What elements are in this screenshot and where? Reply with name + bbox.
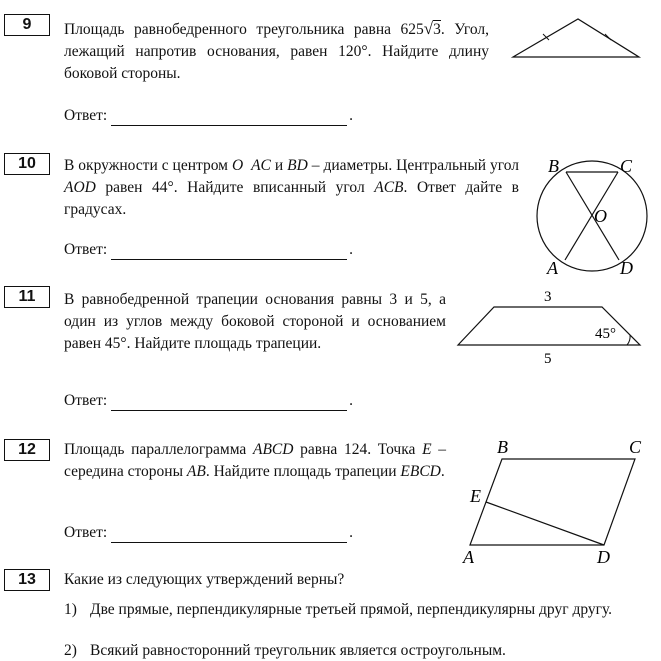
- task-11-answer[interactable]: Ответ: .: [64, 392, 354, 409]
- label-O: O: [594, 206, 607, 226]
- task-12-answer[interactable]: Ответ: .: [64, 524, 354, 541]
- task-13-option-1[interactable]: [64, 600, 646, 620]
- task-10-number: 10: [4, 153, 50, 175]
- label-E: E: [470, 486, 481, 506]
- task-13-option-2[interactable]: [64, 641, 646, 661]
- label-A: A: [463, 547, 474, 567]
- task-10-text: В окружности с центром O AC и BD – диаметры. Центральный угол AOD равен 44°. Найдите вписанный угол ACB. Ответ дайте в градусах.: [64, 157, 520, 218]
- task-9-text: Площадь равнобедренного треугольника равна 625√3. Угол, лежащий напротив основания, равен 120°. Найдите длину боковой стороны.: [64, 19, 489, 82]
- answer-line: [111, 394, 347, 411]
- answer-line: [111, 243, 347, 260]
- task-12-text: Площадь параллелограмма ABCD равна 124. Точка E – середина стороны AB. Найдите площадь трапеции EBCD.: [64, 441, 447, 480]
- task-11-number: 11: [4, 286, 50, 308]
- task-9-answer[interactable]: Ответ: .: [64, 107, 354, 124]
- label-top-base: 3: [544, 289, 552, 305]
- task-12-figure-parallelogram: [455, 435, 650, 570]
- option-text: Всякий равносторонний треугольник является остроугольным.: [90, 642, 506, 659]
- task-11-figure-trapezoid: [452, 285, 647, 367]
- task-9-number: 9: [4, 14, 50, 36]
- task-10-answer[interactable]: Ответ: .: [64, 241, 354, 258]
- label-D: D: [620, 258, 633, 278]
- answer-line: [111, 109, 347, 126]
- label-A: A: [547, 258, 558, 278]
- option-number: 1): [64, 601, 77, 618]
- answer-line: [111, 526, 347, 543]
- label-C: C: [620, 156, 633, 176]
- label-B: B: [548, 156, 559, 176]
- option-text: Две прямые, перпендикулярные третьей прямой, перпендикулярны друг другу.: [90, 601, 613, 618]
- task-9-figure-triangle: [505, 15, 645, 65]
- label-D: D: [597, 547, 610, 567]
- option-number: 2): [64, 642, 77, 659]
- task-10-figure-circle: [530, 150, 658, 280]
- label-bottom-base: 5: [544, 351, 552, 367]
- task-12-number: 12: [4, 439, 50, 461]
- label-B: B: [497, 437, 508, 457]
- label-C: C: [629, 437, 642, 457]
- task-11-text: В равнобедренной трапеции основания равны 3 и 5, а один из углов между боковой стороной и основанием равен 45°. Найдите площадь трапеции.: [64, 291, 446, 352]
- task-13-number: 13: [4, 569, 50, 591]
- task-13-text: Какие из следующих утверждений верны?: [64, 571, 345, 588]
- label-angle: 45°: [595, 326, 616, 342]
